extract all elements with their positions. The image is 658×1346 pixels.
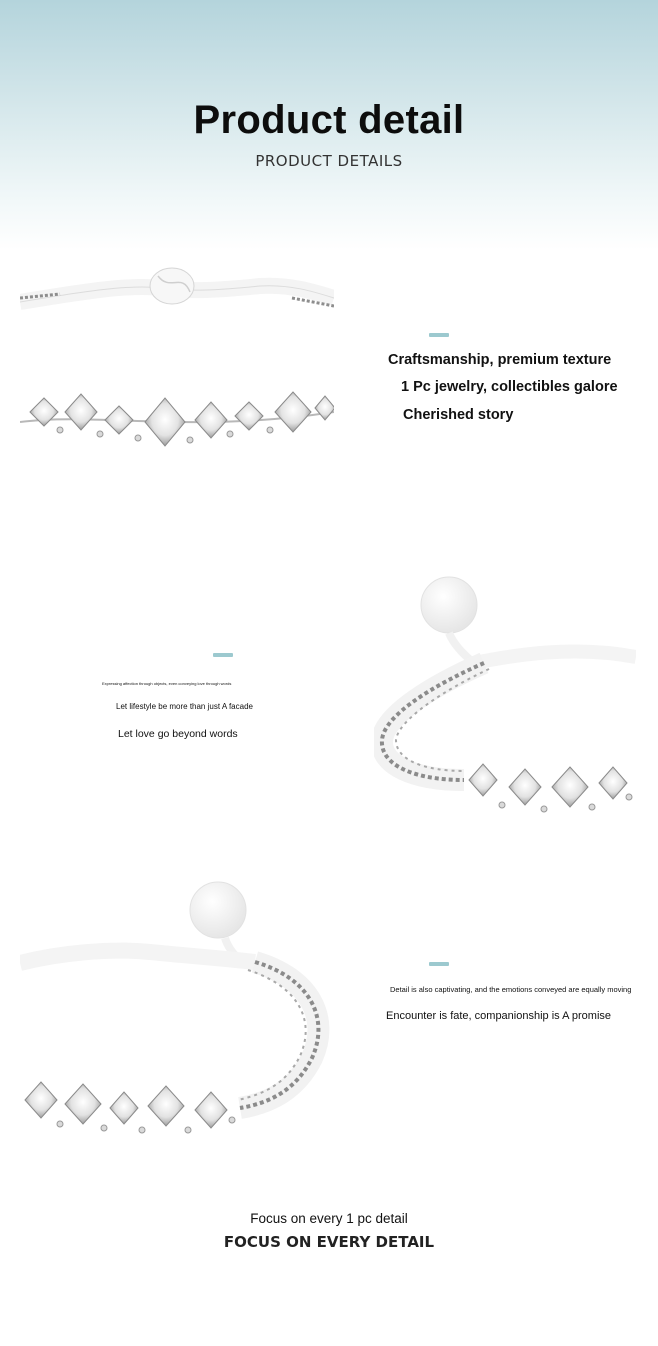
bracelet-closeup-photo-1	[20, 262, 334, 474]
section2-line2: Let love go beyond words	[118, 728, 238, 740]
footer-heading: FOCUS ON EVERY DETAIL	[223, 1233, 435, 1251]
section1-line2: 1 Pc jewelry, collectibles galore	[401, 379, 618, 395]
section1-line3: Cherished story	[403, 407, 514, 423]
footer-caption: Focus on every 1 pc detail	[250, 1211, 408, 1226]
bracelet-closeup-photo-2	[374, 575, 636, 837]
accent-dash-2	[213, 653, 233, 657]
bracelet-closeup-photo-3	[20, 878, 334, 1158]
accent-dash-1	[429, 333, 449, 337]
accent-dash-3	[429, 962, 449, 966]
section3-small-line: Detail is also captivating, and the emotions conveyed are equally moving	[390, 985, 632, 994]
hero-banner	[0, 0, 658, 250]
page-title: Product detail	[193, 98, 465, 142]
section1-line1: Craftsmanship, premium texture	[388, 352, 612, 368]
page-subtitle: PRODUCT DETAILS	[255, 152, 403, 170]
section2-line1: Let lifestyle be more than just A facade	[116, 702, 253, 711]
section3-line1: Encounter is fate, companionship is A promise	[386, 1010, 612, 1022]
section2-tiny-line: Expressing affection through objects, even conveying love through words	[102, 681, 232, 686]
